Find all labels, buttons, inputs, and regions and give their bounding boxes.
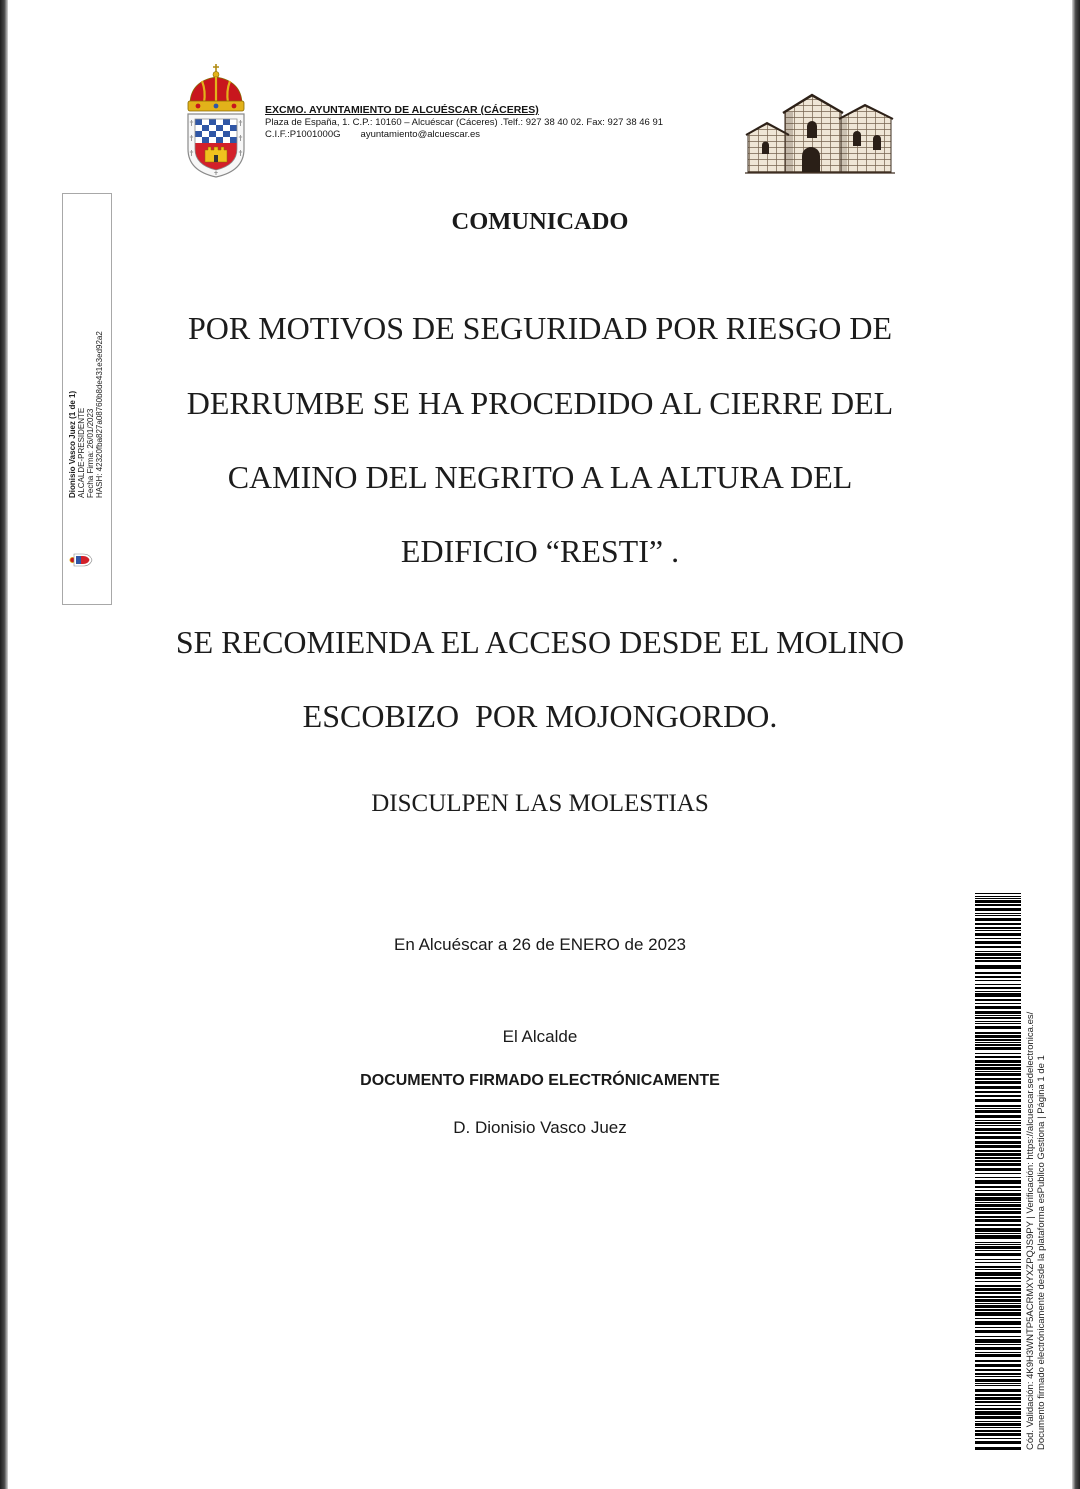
barcode-bar bbox=[975, 1145, 1021, 1148]
electronic-signature-note: DOCUMENTO FIRMADO ELECTRÓNICAMENTE bbox=[360, 1072, 720, 1089]
place-date: En Alcuéscar a 26 de ENERO de 2023 bbox=[393, 935, 686, 954]
barcode-bar bbox=[975, 1091, 1021, 1093]
barcode-bar bbox=[975, 1416, 1021, 1419]
barcode-bar bbox=[975, 1060, 1021, 1063]
notice-line: ESCOBIZO POR MOJONGORDO. bbox=[302, 698, 778, 734]
barcode-bar bbox=[975, 1262, 1021, 1263]
stamp-hash: HASH: 42320fba827a08760b8de431e3ed92a2 bbox=[95, 331, 104, 498]
barcode-bar bbox=[975, 1364, 1021, 1367]
barcode-bar bbox=[975, 1259, 1021, 1260]
cif: C.I.F.:P1001000G bbox=[265, 129, 341, 140]
barcode-bar bbox=[975, 1095, 1021, 1097]
barcode-bar bbox=[975, 1369, 1021, 1371]
barcode-bar bbox=[975, 941, 1021, 944]
barcode-bar bbox=[975, 1246, 1021, 1249]
barcode-bar bbox=[975, 1099, 1021, 1102]
barcode-bar bbox=[975, 1035, 1021, 1038]
barcode-bar bbox=[975, 1081, 1021, 1084]
barcode-bar bbox=[975, 980, 1021, 981]
barcode-bar bbox=[975, 1427, 1021, 1428]
barcode-bar bbox=[975, 1233, 1021, 1234]
barcode-bar bbox=[975, 1373, 1021, 1375]
notice-line: SE RECOMIENDA EL ACCESO DESDE EL MOLINO bbox=[175, 624, 905, 660]
barcode-bar bbox=[975, 1292, 1021, 1294]
barcode-bar bbox=[975, 1305, 1021, 1308]
stamp-signer: Dionisio Vasco Juez (1 de 1) bbox=[68, 390, 77, 498]
barcode-bar bbox=[975, 1177, 1021, 1178]
barcode-bar bbox=[975, 991, 1021, 992]
barcode-bar bbox=[975, 1423, 1021, 1426]
barcode-bar bbox=[975, 1208, 1021, 1210]
barcode-bar bbox=[975, 1244, 1021, 1245]
barcode-bar bbox=[975, 1441, 1021, 1444]
barcode-bar bbox=[975, 1344, 1021, 1345]
barcode-bar bbox=[975, 1405, 1021, 1406]
barcode-bar bbox=[975, 946, 1021, 948]
barcode-bar bbox=[975, 898, 1021, 899]
barcode-bar bbox=[975, 933, 1021, 936]
validation-text bbox=[1025, 930, 1047, 1450]
barcode-bar bbox=[975, 1224, 1021, 1226]
barcode-bar bbox=[975, 1120, 1021, 1121]
barcode-bar bbox=[975, 1242, 1021, 1243]
barcode-bar bbox=[975, 930, 1021, 931]
barcode-bar bbox=[975, 1336, 1021, 1337]
barcode-bar bbox=[975, 1433, 1021, 1436]
barcode-bar bbox=[975, 1032, 1021, 1034]
barcode-bar bbox=[975, 1067, 1021, 1070]
barcode-bar bbox=[975, 1339, 1021, 1343]
barcode-bar bbox=[975, 1108, 1021, 1109]
barcode-bar bbox=[975, 957, 1021, 959]
barcode-bar bbox=[975, 1296, 1021, 1298]
barcode-bar bbox=[975, 1105, 1021, 1107]
barcode-bar bbox=[975, 1157, 1021, 1159]
barcode-bar bbox=[975, 1438, 1021, 1439]
barcode-bar bbox=[975, 1015, 1021, 1016]
barcode-bar bbox=[975, 951, 1021, 952]
barcode-bar bbox=[975, 913, 1021, 914]
barcode-bar bbox=[975, 1394, 1021, 1396]
coat-of-arms-logo bbox=[183, 63, 249, 179]
barcode-bar bbox=[975, 908, 1021, 911]
barcode-bar bbox=[975, 1379, 1021, 1382]
barcode-bar bbox=[975, 984, 1021, 985]
stamp-date: Fecha Firma: 26/01/2023 bbox=[86, 408, 95, 498]
barcode-bar bbox=[975, 1115, 1021, 1118]
barcode-bar bbox=[975, 1281, 1021, 1282]
barcode-bar bbox=[975, 1376, 1021, 1377]
signer-title: El Alcalde bbox=[502, 1027, 578, 1046]
barcode-bar bbox=[975, 1269, 1021, 1270]
barcode-bar bbox=[975, 1250, 1021, 1251]
barcode-bar bbox=[975, 1042, 1021, 1043]
stamp-role: ALCALDE-PRESIDENTE bbox=[77, 407, 86, 498]
barcode-bar bbox=[975, 1128, 1021, 1131]
barcode-bar bbox=[975, 1228, 1021, 1232]
notice-title: COMUNICADO bbox=[451, 208, 629, 235]
barcode-bar bbox=[975, 972, 1021, 974]
barcode-bar bbox=[975, 896, 1021, 897]
barcode-bar bbox=[975, 918, 1021, 921]
barcode-bar bbox=[975, 1360, 1021, 1362]
barcode-bar bbox=[975, 1309, 1021, 1311]
barcode-bar bbox=[975, 1347, 1021, 1350]
barcode-bar bbox=[975, 1211, 1021, 1214]
barcode-bar bbox=[975, 1053, 1021, 1054]
barcode-bar bbox=[975, 1064, 1021, 1066]
barcode-bar bbox=[975, 1180, 1021, 1184]
barcode-bar bbox=[975, 1321, 1021, 1325]
barcode-bar bbox=[975, 1285, 1021, 1287]
barcode-bar bbox=[975, 938, 1021, 939]
notice-closing: DISCULPEN LAS MOLESTIAS bbox=[371, 790, 709, 817]
barcode-bar bbox=[975, 1125, 1021, 1126]
org-name: EXCMO. AYUNTAMIENTO DE ALCUÉSCAR (CÁCERES) bbox=[265, 104, 539, 116]
signer-name: D. Dionisio Vasco Juez bbox=[453, 1118, 627, 1137]
barcode-bar bbox=[975, 1153, 1021, 1156]
barcode-bar bbox=[975, 1044, 1021, 1046]
barcode-bar bbox=[975, 1204, 1021, 1207]
barcode-bar bbox=[975, 900, 1021, 903]
barcode-bar bbox=[975, 1430, 1021, 1432]
barcode-bar bbox=[975, 1327, 1021, 1328]
barcode-bar bbox=[975, 893, 1021, 894]
barcode-bar bbox=[975, 1026, 1021, 1029]
barcode-bar bbox=[975, 987, 1021, 989]
barcode-bar bbox=[975, 1003, 1021, 1004]
notice-line: DERRUMBE SE HA PROCEDIDO AL CIERRE DEL bbox=[186, 385, 894, 421]
barcode-bar bbox=[975, 1277, 1021, 1279]
barcode-bar bbox=[975, 1086, 1021, 1089]
barcode-bar bbox=[975, 965, 1021, 969]
barcode-bar bbox=[975, 1193, 1021, 1196]
barcode-bar bbox=[975, 1266, 1021, 1268]
barcode-bar bbox=[975, 1039, 1021, 1041]
barcode-bar bbox=[975, 1202, 1021, 1203]
barcode-bar bbox=[975, 1173, 1021, 1174]
barcode-bar bbox=[975, 1136, 1021, 1139]
barcode-bar bbox=[975, 1011, 1021, 1014]
barcode-bar bbox=[975, 1078, 1021, 1080]
letterhead bbox=[265, 104, 663, 142]
barcode-bar bbox=[975, 1168, 1021, 1171]
barcode-bar bbox=[975, 1421, 1021, 1422]
barcode-bar bbox=[975, 1150, 1021, 1152]
notice-line: POR MOTIVOS DE SEGURIDAD POR RIESGO DE bbox=[187, 310, 893, 346]
email: ayuntamiento@alcuescar.es bbox=[360, 129, 481, 140]
barcode-bar bbox=[975, 1447, 1021, 1450]
barcode-bar bbox=[975, 1330, 1021, 1333]
barcode-bar bbox=[975, 1389, 1021, 1392]
barcode-bar bbox=[975, 1071, 1021, 1072]
church-illustration bbox=[745, 88, 895, 176]
barcode-bar bbox=[975, 1132, 1021, 1134]
barcode-bar bbox=[975, 1186, 1021, 1188]
barcode-bar bbox=[975, 1312, 1021, 1316]
barcode-bar bbox=[975, 1160, 1021, 1162]
address-line: Plaza de España, 1. C.P.: 10160 – Alcuéscar (Cáceres) .Telf.: 927 38 40 02. Fax: 927 38 46 91 bbox=[265, 116, 664, 128]
barcode-bar bbox=[975, 1318, 1021, 1319]
barcode-bar bbox=[975, 1401, 1021, 1403]
barcode-bar bbox=[975, 1017, 1021, 1019]
barcode-bar bbox=[975, 1056, 1021, 1058]
barcode-bar bbox=[975, 923, 1021, 925]
barcode-bar bbox=[975, 1272, 1021, 1276]
barcode-bar bbox=[975, 1354, 1021, 1357]
notice-line: EDIFICIO “RESTI” . bbox=[400, 533, 680, 569]
barcode-bar bbox=[975, 1253, 1021, 1256]
barcode-bar bbox=[975, 1190, 1021, 1191]
barcode-bar bbox=[975, 1303, 1021, 1304]
barcode-bar bbox=[975, 1397, 1021, 1400]
barcode-bar bbox=[975, 1385, 1021, 1386]
barcode-bar bbox=[975, 1411, 1021, 1415]
barcode-bar bbox=[975, 1216, 1021, 1218]
barcode-bar bbox=[975, 1110, 1021, 1113]
barcode-bar bbox=[975, 1073, 1021, 1076]
validation-code-line: Cód. Validación: 4K9H3WNTP5ACRMXYXZPQJS9PY | Verificación: https://alcuescar.sedelectronica.es/ bbox=[1025, 1011, 1036, 1450]
barcode-bar bbox=[975, 1023, 1021, 1024]
barcode-bar bbox=[975, 1197, 1021, 1201]
barcode-bar bbox=[975, 1219, 1021, 1222]
barcode-bar bbox=[975, 953, 1021, 956]
barcode-bar bbox=[975, 960, 1021, 962]
barcode-bar bbox=[975, 1021, 1021, 1022]
barcode-bar bbox=[975, 976, 1021, 978]
notice-line: CAMINO DEL NEGRITO A LA ALTURA DEL bbox=[227, 459, 853, 495]
barcode-bar bbox=[975, 915, 1021, 916]
barcode-bar bbox=[975, 1408, 1021, 1410]
validation-platform-line: Documento firmado electrónicamente desde la plataforma esPublico Gestiona | Página 1 de 1 bbox=[1036, 1055, 1047, 1450]
barcode-bar bbox=[975, 1383, 1021, 1384]
barcode-bar bbox=[975, 993, 1021, 997]
cif-email-line bbox=[265, 129, 663, 142]
validation-barcode bbox=[975, 893, 1021, 1450]
barcode-bar bbox=[975, 1299, 1021, 1302]
barcode-bar bbox=[975, 1141, 1021, 1144]
barcode-bar bbox=[975, 1122, 1021, 1124]
barcode-bar bbox=[975, 1047, 1021, 1050]
barcode-bar bbox=[975, 1006, 1021, 1009]
barcode-bar bbox=[975, 1288, 1021, 1291]
barcode-bar bbox=[975, 1235, 1021, 1239]
barcode-bar bbox=[975, 927, 1021, 929]
barcode-bar bbox=[975, 904, 1021, 906]
barcode-bar bbox=[975, 1352, 1021, 1353]
barcode-bar bbox=[975, 1163, 1021, 1166]
barcode-bar bbox=[975, 999, 1021, 1001]
